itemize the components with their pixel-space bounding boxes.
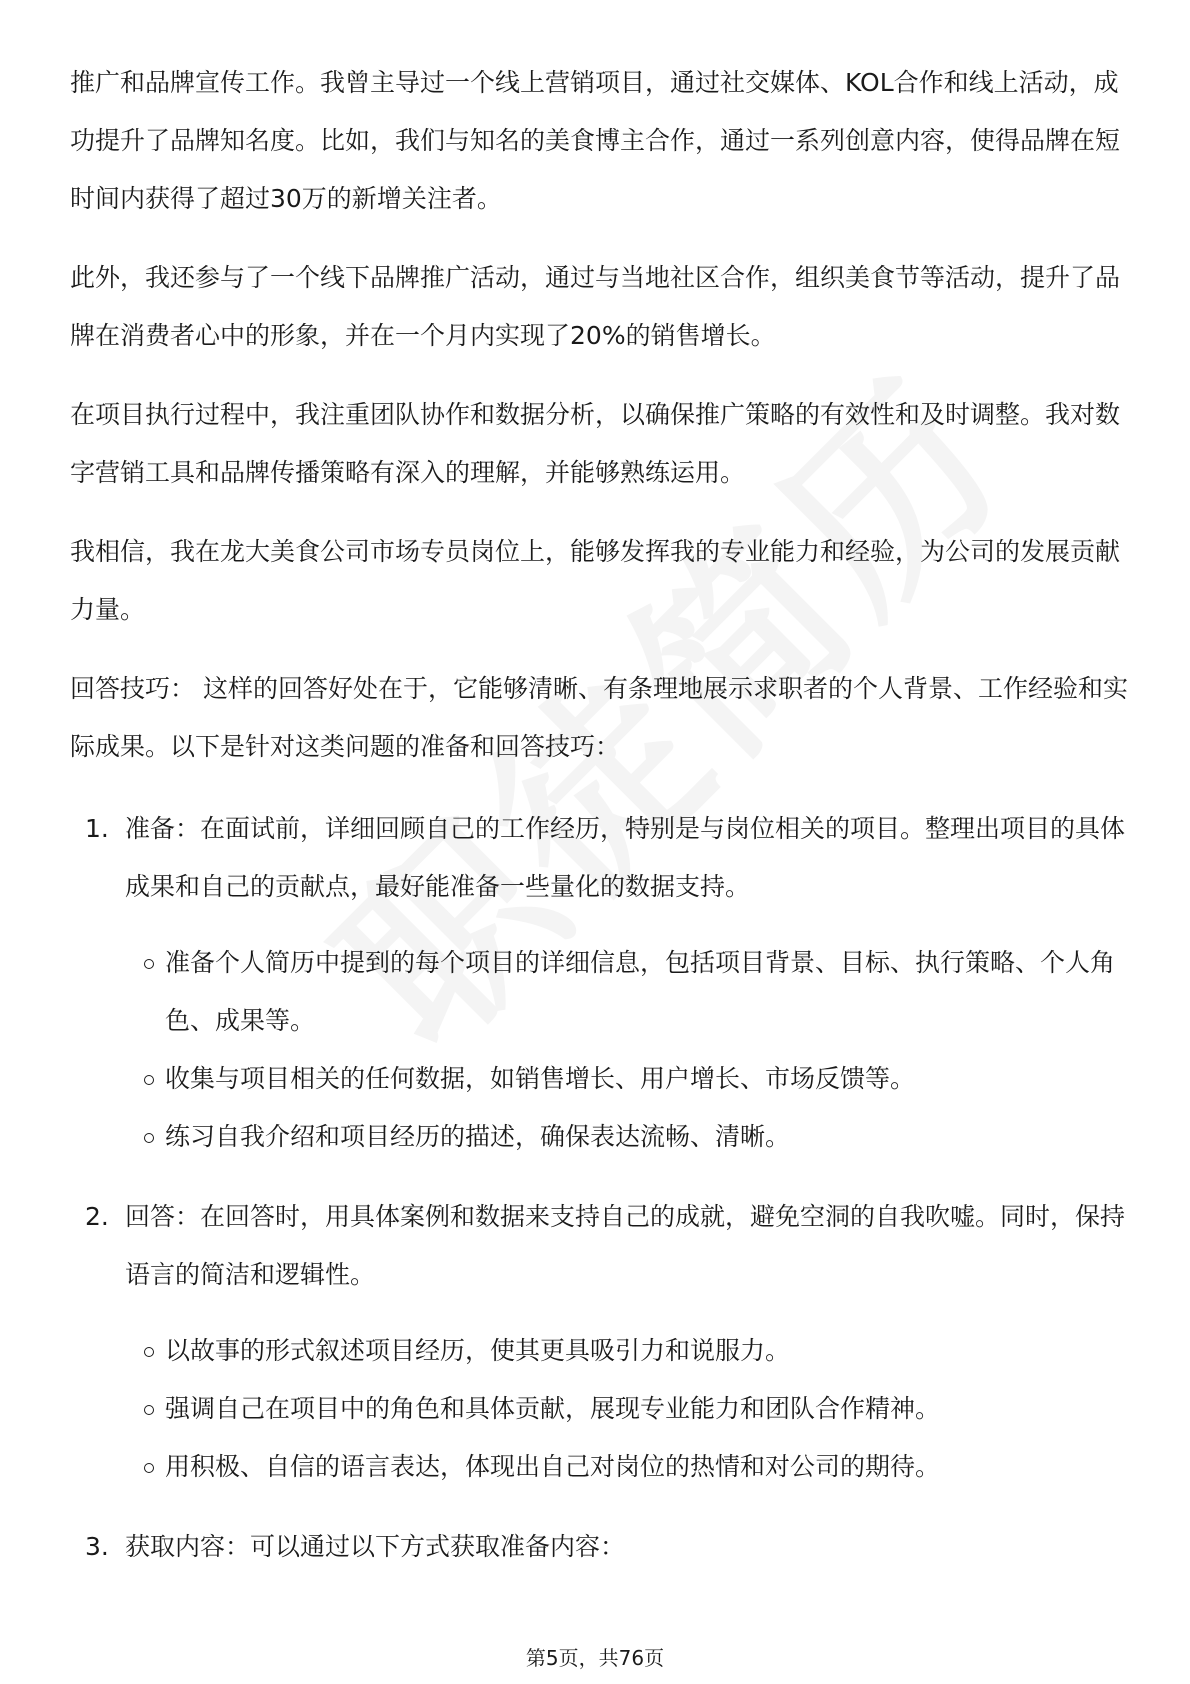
list-number: 2. <box>85 1202 109 1231</box>
page-footer: 第5页，共76页 <box>525 1646 665 1670</box>
list-item-text: 获取内容：可以通过以下方式获取准备内容： <box>125 1532 626 1561</box>
circle-bullet-icon <box>144 1405 154 1415</box>
sub-list-item: 收集与项目相关的任何数据，如销售增长、用户增长、市场反馈等。 <box>70 1050 1130 1108</box>
list-number: 3. <box>85 1532 109 1561</box>
sub-list-item: 用积极、自信的语言表达，体现出自己对岗位的热情和对公司的期待。 <box>70 1438 1130 1496</box>
circle-bullet-icon <box>144 1133 154 1143</box>
sub-list-item: 准备个人简历中提到的每个项目的详细信息，包括项目背景、目标、执行策略、个人角色、成果等。 <box>70 934 1130 1050</box>
circle-bullet-icon <box>144 959 154 969</box>
circle-bullet-icon <box>144 1075 154 1085</box>
paragraph-3: 在项目执行过程中，我注重团队协作和数据分析，以确保推广策略的有效性和及时调整。我对数字营销工具和品牌传播策略有深入的理解，并能够熟练运用。 <box>70 400 1121 487</box>
list-item-2 <box>70 1188 1130 1304</box>
sub-list-item: 强调自己在项目中的角色和具体贡献，展现专业能力和团队合作精神。 <box>70 1380 1130 1438</box>
list-number: 1. <box>85 814 109 843</box>
list-item-text: 准备：在面试前，详细回顾自己的工作经历，特别是与岗位相关的项目。整理出项目的具体成果和自己的贡献点，最好能准备一些量化的数据支持。 <box>125 814 1126 901</box>
list-item-text: 回答：在回答时，用具体案例和数据来支持自己的成就，避免空洞的自我吹嘘。同时，保持语言的简洁和逻辑性。 <box>125 1202 1126 1289</box>
paragraph-2: 此外，我还参与了一个线下品牌推广活动，通过与当地社区合作，组织美食节等活动，提升了品牌在消费者心中的形象，并在一个月内实现了20%的销售增长。 <box>70 263 1121 350</box>
sub-list-item: 以故事的形式叙述项目经历，使其更具吸引力和说服力。 <box>70 1322 1130 1380</box>
paragraph-tips: 回答技巧： 这样的回答好处在于，它能够清晰、有条理地展示求职者的个人背景、工作经验和实际成果。以下是针对这类问题的准备和回答技巧： <box>70 674 1128 761</box>
document-body <box>70 54 1130 1576</box>
list-item-1 <box>70 800 1130 916</box>
sub-list-item: 练习自我介绍和项目经历的描述，确保表达流畅、清晰。 <box>70 1108 1130 1166</box>
list-item-3 <box>70 1518 1130 1576</box>
paragraph-1: 推广和品牌宣传工作。我曾主导过一个线上营销项目，通过社交媒体、KOL合作和线上活动，成功提升了品牌知名度。比如，我们与知名的美食博主合作，通过一系列创意内容，使得品牌在短时间内获得了超过30万的新增关注者。 <box>70 68 1121 213</box>
sub-list-2 <box>70 1322 1130 1496</box>
numbered-list <box>70 800 1130 1576</box>
sub-list-1 <box>70 934 1130 1166</box>
paragraph-4: 我相信，我在龙大美食公司市场专员岗位上，能够发挥我的专业能力和经验，为公司的发展贡献力量。 <box>70 537 1121 624</box>
circle-bullet-icon <box>144 1463 154 1473</box>
circle-bullet-icon <box>144 1347 154 1357</box>
